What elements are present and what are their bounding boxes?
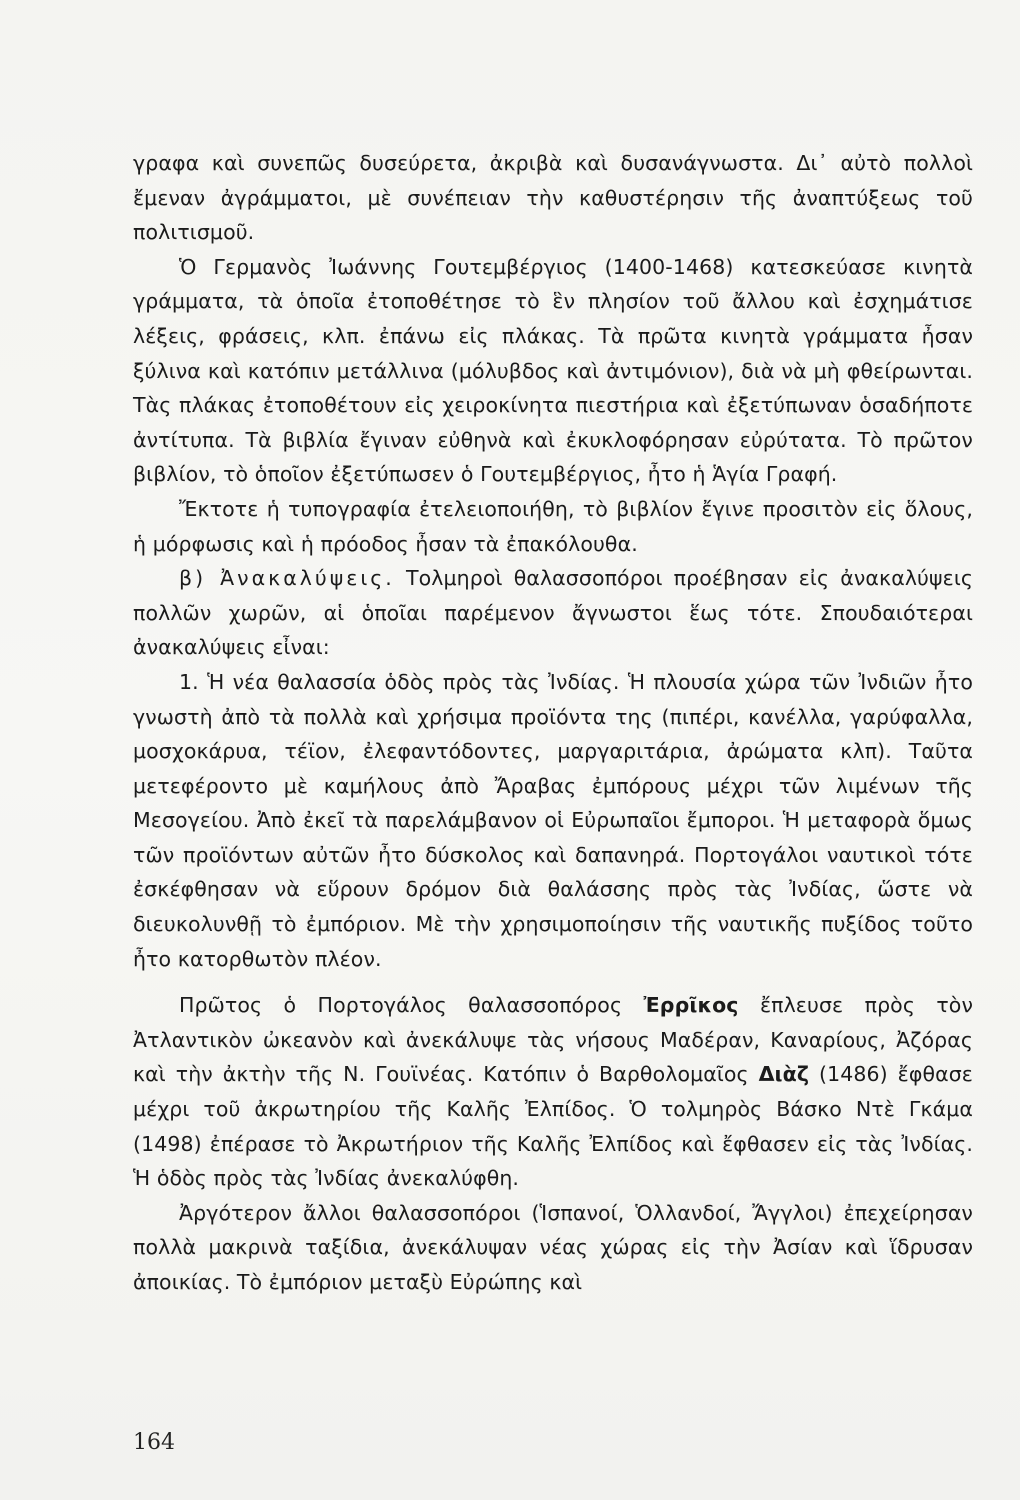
- subsection-heading: 1. Ἡ νέα θαλασσία ὁδὸς πρὸς τὰς Ἰνδίας.: [179, 669, 620, 694]
- paragraph-colonies: [133, 1196, 973, 1300]
- paragraph-text: Ἀργότερον ἄλλοι θαλασσοπόροι (Ἱσπανοί, Ὁλλανδοί, Ἄγγλοι) ἐπεχείρησαν πολλὰ μακρινὰ ταξίδια, ἀνεκάλυψαν νέας χώρας εἰς τὴν Ἀσίαν καὶ ἵδρυσαν ἀποικίας. Τὸ ἐμπόριον μεταξὺ Εὐρώπης καὶ: [133, 1200, 973, 1294]
- paragraph-text: (1486) ἔφθασε μέχρι τοῦ ἀκρωτηρίου τῆς Καλῆς Ἐλπίδος. Ὁ τολμηρὸς Βάσκο Ντὲ Γκάμα (1498) ἐπέρασε τὸ Ἀκρωτήριον τῆς Καλῆς Ἐλπίδος καὶ ἔφθασεν εἰς τὰς Ἰνδίας. Ἡ ὁδὸς πρὸς τὰς Ἰνδίας ἀνεκαλύφθη.: [133, 1062, 973, 1191]
- paragraph-text: Τολμηροὶ θαλασσοπόροι προέβησαν εἰς ἀνακαλύψεις πολλῶν χωρῶν, αἱ ὁποῖαι παρέμενον ἄγνωστοι ἕως τότε. Σπουδαιότεραι ἀνακαλύψεις εἶναι:: [133, 566, 973, 660]
- subsection-sea-route: [133, 665, 973, 976]
- paragraph-gutenberg: [133, 250, 973, 492]
- paragraph-text: γραφα καὶ συνεπῶς δυσεύρετα, ἀκριβὰ καὶ δυσανάγνωστα. Δι᾽ αὐτὸ πολλοὶ ἔμεναν ἀγράμματοι, μὲ συνέπειαν τὴν καθυστέρησιν τῆς ἀναπτύξεως τοῦ πολιτισμοῦ.: [133, 151, 973, 245]
- paragraph-continuation: [133, 146, 973, 250]
- page-number: 164: [133, 1430, 175, 1455]
- name-henry: Ἐρρῖκος: [643, 993, 739, 1018]
- paragraph-text: Πρῶτος ὁ Πορτογάλος θαλασσοπόρος: [179, 993, 644, 1018]
- body-text: [133, 146, 973, 1300]
- paragraph-text: ἔπλευσε πρὸς τὸν Ἀτλαντικὸν ὠκεανὸν καὶ ἀνεκάλυψε τὰς νήσους Μαδέραν, Καναρίους, Ἀζόρας καὶ τὴν ἀκτὴν τῆς Ν. Γουϊνέας. Κατόπιν ὁ Βαρθολομαῖος: [133, 993, 973, 1087]
- paragraph-printing-progress: [133, 492, 973, 561]
- paragraph-text: Ἔκτοτε ἡ τυπογραφία ἐτελειοποιήθη, τὸ βιβλίον ἔγινε προσιτὸν εἰς ὅλους, ἡ μόρφωσις καὶ ἡ πρόοδος ἦσαν τὰ ἐπακόλουθα.: [133, 496, 973, 556]
- section-heading: β) Ἀνακαλύψεις.: [179, 566, 395, 591]
- paragraph-text: Ἡ πλουσία χώρα τῶν Ἰνδιῶν ἦτο γνωστὴ ἀπὸ τὰ πολλὰ καὶ χρήσιμα προϊόντα της (πιπέρι, κανέλλα, γαρύφαλλα, μοσχοκάρυα, τέϊον, ἐλεφαντόδοντες, μαργαριτάρια, ἀρώματα κλπ). Ταῦτα μετεφέροντο μὲ καμήλους ἀπὸ Ἄραβας ἐμπόρους μέχρι τῶν λιμένων τῆς Μεσογείου. Ἀπὸ ἐκεῖ τὰ παρελάμβανον οἱ Εὐρωπαῖοι ἔμποροι. Ἡ μεταφορὰ ὅμως τῶν προϊόντων αὐτῶν ἦτο δύσκολος καὶ δαπανηρά. Πορτογάλοι ναυτικοὶ τότε ἐσκέφθησαν νὰ εὕρουν δρόμον διὰ θαλάσσης πρὸς τὰς Ἰνδίας, ὥστε νὰ διευκολυνθῇ τὸ ἐμπόριον. Μὲ τὴν χρησιμοποίησιν τῆς ναυτικῆς πυξίδος τοῦτο ἦτο κατορθωτὸν πλέον.: [133, 669, 973, 971]
- paragraph-explorers: [133, 988, 973, 1196]
- section-discoveries: [133, 561, 973, 665]
- name-diaz: Διὰζ: [758, 1062, 810, 1087]
- paragraph-text: Ὁ Γερμανὸς Ἰωάννης Γουτεμβέργιος (1400-1468) κατεσκεύασε κινητὰ γράμματα, τὰ ὁποῖα ἐτοποθέτησε τὸ ἓν πλησίον τοῦ ἄλλου καὶ ἐσχημάτισε λέξεις, φράσεις, κλπ. ἐπάνω εἰς πλάκας. Τὰ πρῶτα κινητὰ γράμματα ἦσαν ξύλινα καὶ κατόπιν μετάλλινα (μόλυβδος καὶ ἀντιμόνιον), διὰ νὰ μὴ φθείρωνται. Τὰς πλάκας ἐτοποθέτουν εἰς χειροκίνητα πιεστήρια καὶ ἐξετύπωναν ὁσαδήποτε ἀντίτυπα. Τὰ βιβλία ἔγιναν εὐθηνὰ καὶ ἐκυκλοφόρησαν εὐρύτατα. Τὸ πρῶτον βιβλίον, τὸ ὁποῖον ἐξετύπωσεν ὁ Γουτεμβέργιος, ἦτο ἡ Ἁγία Γραφή.: [133, 254, 973, 487]
